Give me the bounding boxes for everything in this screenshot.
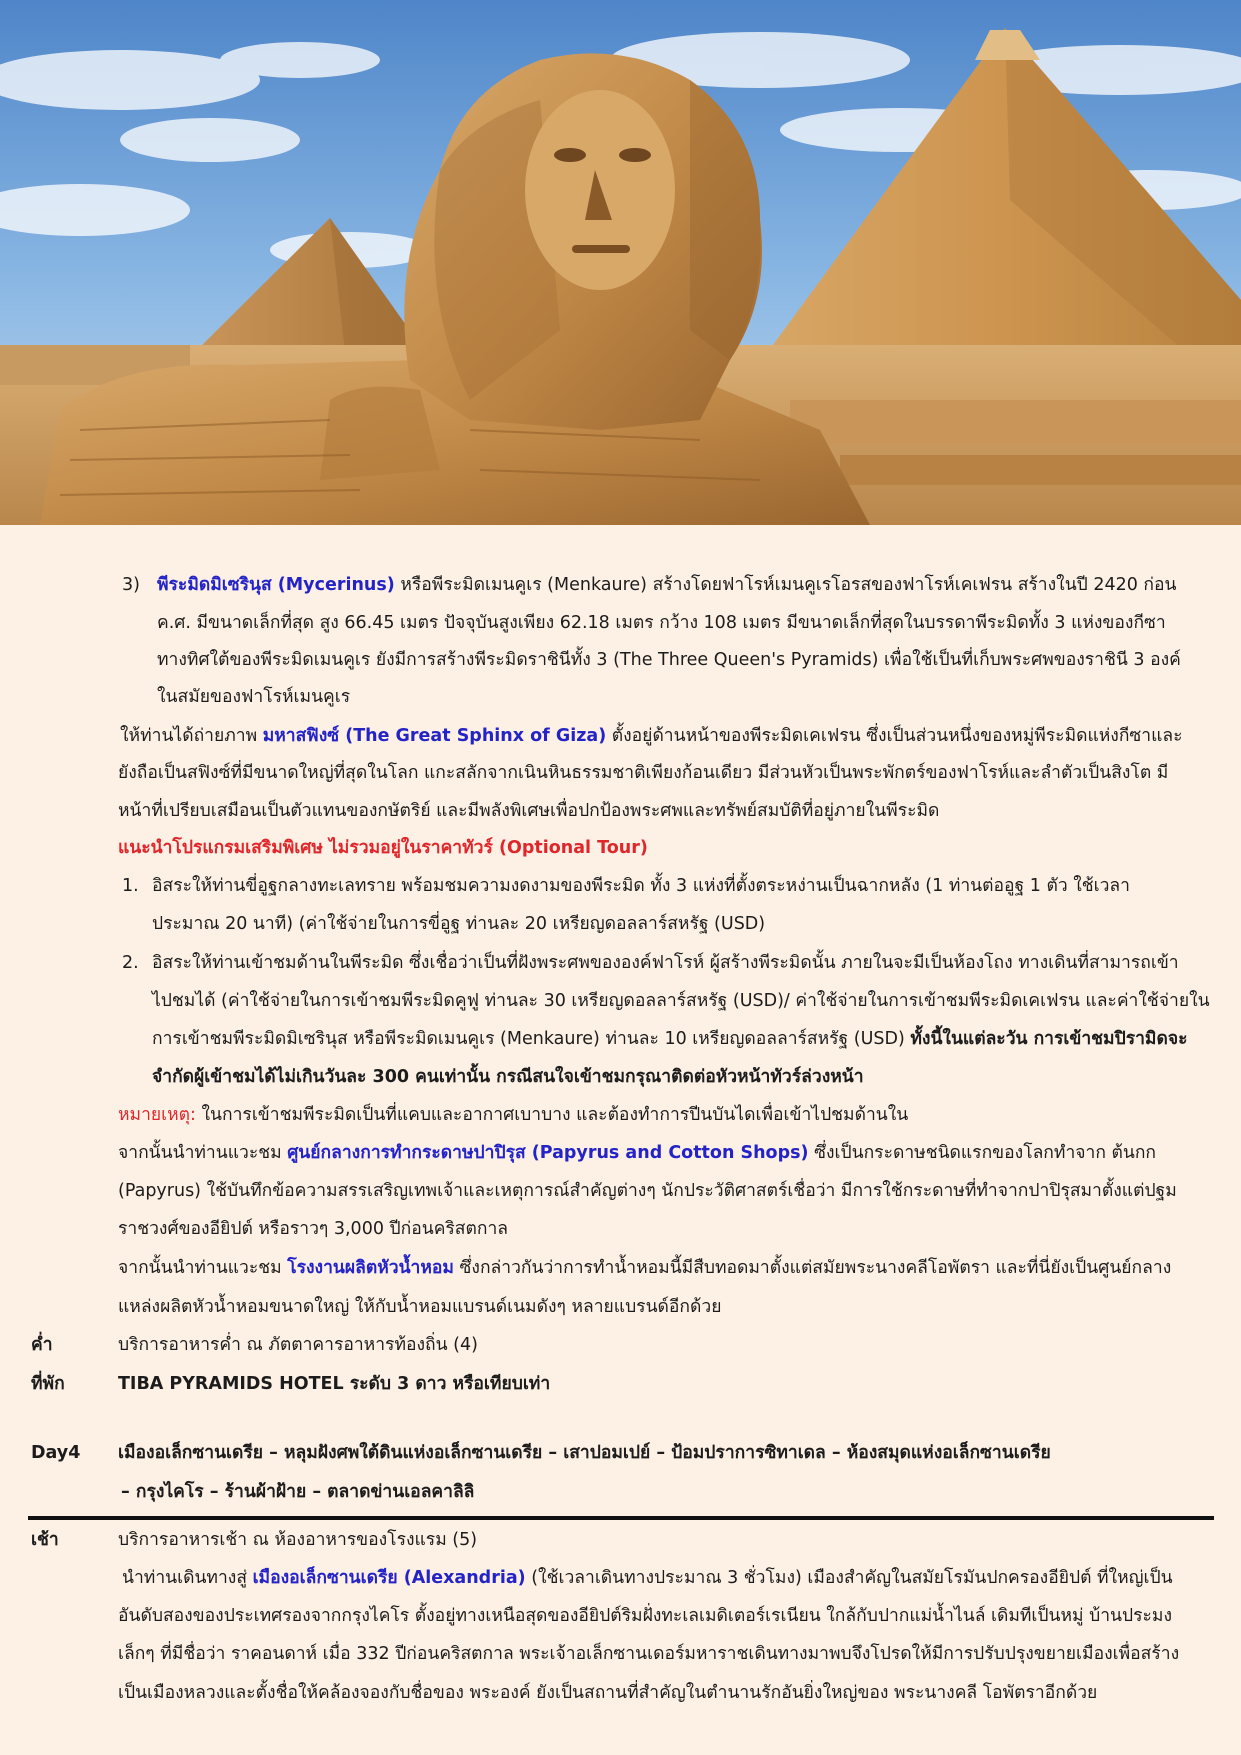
inside-pyramid-line-2: ไปชมได้ (ค่าใช้จ่ายในการเข้าชมพีระมิดคูฟู ท่านละ 30 เหรียญดอลลาร์สหรัฐ (USD)/ ค่าใช้จ่ายในการเข้าชมพีระมิดเคเฟรน และค่าใช้จ่ายใน bbox=[152, 991, 1210, 1011]
sphinx-line-1: ให้ท่านได้ถ่ายภาพ มหาสฟิงซ์ (The Great Sphinx of Giza) ตั้งอยู่ด้านหน้าของพีระมิดเคเฟรน ซึ่งเป็นส่วนหนึ่งของหมู่พีระมิดแห่งกีซาและ bbox=[120, 726, 1183, 746]
inside-pyramid-line-1: อิสระให้ท่านเข้าชมด้านในพีระมิด ซึ่งเชื่อว่าเป็นที่ฝังพระศพขององค์ฟาโรห์ ผู้สร้างพีระมิดนั้น ภายในจะมีเป็นห้องโถง ทางเดินที่สามารถเข้า bbox=[152, 953, 1179, 973]
camel-ride-line-1: อิสระให้ท่านขี่อูฐกลางทะเลทราย พร้อมชมความงดงามของพีระมิด ทั้ง 3 แห่งที่ตั้งตระหง่านเป็นฉากหลัง (1 ท่านต่ออูฐ 1 ตัว ใช้เวลา bbox=[152, 876, 1130, 896]
papyrus-line-2: (Papyrus) ใช้บันทึกข้อความสรรเสริญเทพเจ้าและเหตุการณ์สำคัญต่างๆ นักประวัติศาสตร์เชื่อว่า มีการใช้กระดาษที่ทำจากปาปิรุสมาตั้งแต่ปฐม bbox=[118, 1181, 1177, 1201]
hotel-text: TIBA PYRAMIDS HOTEL ระดับ 3 ดาว หรือเทียบเท่า bbox=[118, 1374, 551, 1394]
breakfast-label: เช้า bbox=[31, 1530, 59, 1550]
optional-tour-heading: แนะนำโปรแกรมเสริมพิเศษ ไม่รวมอยู่ในราคาทัวร์ (Optional Tour) bbox=[118, 838, 648, 858]
perfume-line-2: แหล่งผลิตหัวน้ำหอมขนาดใหญ่ ให้กับน้ำหอมแบรนด์เนมดังๆ หลายแบรนด์อีกด้วย bbox=[118, 1297, 722, 1317]
perfume-name: โรงงานผลิตหัวน้ำหอม bbox=[287, 1258, 454, 1278]
alexandria-line-2: อันดับสองของประเทศรองจากกรุงไคโร ตั้งอยู่ทางเหนือสุดของอียิปต์ริมฝั่งทะเลเมดิเตอร์เรเนียน ใกล้กับปากแม่น้ำไนล์ เดิมทีเป็นหมู่ บ้านประมง bbox=[118, 1606, 1173, 1626]
hotel-label: ที่พัก bbox=[31, 1374, 65, 1394]
mycerinus-line-4: ในสมัยของฟาโรห์เมนคูเร bbox=[157, 687, 351, 707]
alexandria-line-4: เป็นเมืองหลวงและตั้งชื่อให้คล้องจองกับชื่อของ พระองค์ ยังเป็นสถานที่สำคัญในตำนานรักอันยิ่งใหญ่ของ พระนางคลี โอพัตราอีกด้วย bbox=[118, 1683, 1098, 1703]
dinner-label: ค่ำ bbox=[31, 1335, 53, 1355]
camel-ride-line-2: ประมาณ 20 นาที) (ค่าใช้จ่ายในการขี่อูฐ ท่านละ 20 เหรียญดอลลาร์สหรัฐ (USD) bbox=[152, 914, 766, 934]
inside-pyramid-line-3: การเข้าชมพีระมิดมิเซรินุส หรือพีระมิดเมนคูเร (Menkaure) ท่านละ 10 เหรียญดอลลาร์สหรัฐ (USD) ทั้งนี้ในแต่ละวัน การเข้าชมปิรามิดจะ bbox=[152, 1029, 1188, 1049]
mycerinus-line-3: ทางทิศใต้ของพีระมิดเมนคูเร ยังมีการสร้างพีระมิดราชินีทั้ง 3 (The Three Queen's Pyramids) เพื่อใช้เป็นที่เก็บพระศพของราชินี 3 องค์ bbox=[157, 650, 1181, 670]
alexandria-line-3: เล็กๆ ที่มีชื่อว่า ราคอนดาห์ เมื่อ 332 ปีก่อนคริสตกาล พระเจ้าอเล็กซานเดอร์มหาราชเดินทางมาพบจึงโปรดให้มีการปรับปรุงขยายเมืองเพื่อสร้าง bbox=[118, 1644, 1180, 1664]
alexandria-name: เมืองอเล็กซานเดรีย (Alexandria) bbox=[252, 1568, 526, 1588]
sphinx-name: มหาสฟิงซ์ (The Great Sphinx of Giza) bbox=[262, 726, 607, 746]
papyrus-line-1: จากนั้นนำท่านแวะชม ศูนย์กลางการทำกระดาษปาปิรุส (Papyrus and Cotton Shops) ซึ่งเป็นกระดาษชนิดแรกของโลกทำจาก ต้นกก bbox=[118, 1143, 1157, 1163]
note-label: หมายเหตุ: bbox=[118, 1105, 196, 1125]
day4-route-line-2: – กรุงไคโร – ร้านผ้าฝ้าย – ตลาดข่านเอลคาลิลิ bbox=[121, 1482, 475, 1502]
mycerinus-name: พีระมิดมิเซรินุส (Mycerinus) bbox=[157, 575, 395, 595]
day4-label: Day4 bbox=[31, 1443, 81, 1463]
perfume-line-1: จากนั้นนำท่านแวะชม โรงงานผลิตหัวน้ำหอม ซึ่งกล่าวกันว่าการทำน้ำหอมนี้มีสืบทอดมาตั้งแต่สมัยพระนางคลีโอพัตรา และที่นี่ยังเป็นศูนย์กลาง bbox=[118, 1258, 1172, 1278]
mycerinus-line-1: พีระมิดมิเซรินุส (Mycerinus) หรือพีระมิดเมนคูเร (Menkaure) สร้างโดยฟาโรห์เมนคูเรโอรสของฟาโรห์เคเฟรน สร้างในปี 2420 ก่อน bbox=[157, 575, 1177, 595]
sphinx-line-2: ยังถือเป็นสฟิงซ์ที่มีขนาดใหญ่ที่สุดในโลก แกะสลักจากเนินหินธรรมชาติเพียงก้อนเดียว มีส่วนหัวเป็นพระพักตร์ของฟาโรห์และลำตัวเป็นสิงโต มี bbox=[118, 763, 1169, 783]
mycerinus-line-2: ค.ศ. มีขนาดเล็กที่สุด สูง 66.45 เมตร ปัจจุบันสูงเพียง 62.18 เมตร กว้าง 108 เมตร มีขนาดเล็กที่สุดในบรรดาพีระมิดทั้ง 3 แห่งของกีซา bbox=[157, 613, 1166, 633]
sphinx-line-3: หน้าที่เปรียบเสมือนเป็นตัวแทนของกษัตริย์ และมีพลังพิเศษเพื่อปกป้องพระศพและทรัพย์สมบัติที่อยู่ภายในพีระมิด bbox=[118, 801, 940, 821]
list-number: 3) bbox=[122, 575, 140, 595]
list-number: 1. bbox=[122, 876, 139, 896]
breakfast-text: บริการอาหารเช้า ณ ห้องอาหารของโรงแรม (5) bbox=[118, 1530, 478, 1550]
alexandria-line-1: นำท่านเดินทางสู่ เมืองอเล็กซานเดรีย (Alexandria) (ใช้เวลาเดินทางประมาณ 3 ชั่วโมง) เมืองสำคัญในสมัยโรมันปกครองอียิปต์ ที่ใหญ่เป็น bbox=[122, 1568, 1173, 1588]
section-divider bbox=[28, 1516, 1214, 1520]
papyrus-name: ศูนย์กลางการทำกระดาษปาปิรุส (Papyrus and Cotton Shops) bbox=[287, 1143, 809, 1163]
inside-pyramid-line-4: จำกัดผู้เข้าชมได้ไม่เกินวันละ 300 คนเท่านั้น กรณีสนใจเข้าชมกรุณาติดต่อหัวหน้าทัวร์ล่วงหน้า bbox=[152, 1067, 864, 1087]
day4-route-line-1: เมืองอเล็กซานเดรีย – หลุมฝังศพใต้ดินแห่งอเล็กซานเดรีย – เสาปอมเปย์ – ป้อมปราการซิทาเดล – ห้องสมุดแห่งอเล็กซานเดรีย bbox=[118, 1443, 1051, 1463]
sphinx-pyramids-photo bbox=[0, 0, 1241, 525]
note-line: หมายเหตุ: ในการเข้าชมพีระมิดเป็นที่แคบและอากาศเบาบาง และต้องทำการปีนบันไดเพื่อเข้าไปชมด้านใน bbox=[118, 1105, 909, 1125]
dinner-text: บริการอาหารค่ำ ณ ภัตตาคารอาหารท้องถิ่น (4) bbox=[118, 1335, 478, 1355]
list-number: 2. bbox=[122, 953, 139, 973]
papyrus-line-3: ราชวงศ์ของอียิปต์ หรือราวๆ 3,000 ปีก่อนคริสตกาล bbox=[118, 1219, 508, 1239]
